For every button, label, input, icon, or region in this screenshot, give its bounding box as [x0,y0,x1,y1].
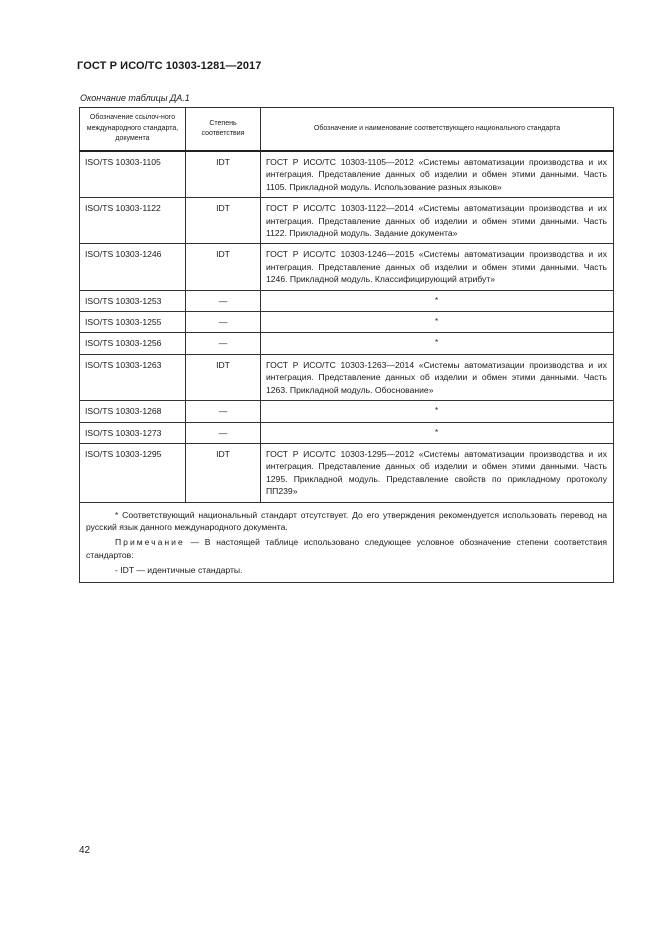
degree-cell: — [186,333,261,354]
degree-cell: — [186,401,261,422]
ref-cell: ISO/TS 10303-1253 [80,290,186,311]
table-row [80,422,614,443]
table-row [80,354,614,400]
page-number: 42 [79,845,91,856]
note-paragraph [86,536,607,561]
ref-cell: ISO/TS 10303-1295 [80,443,186,502]
document-title: ГОСТ Р ИСО/ТС 10303-1281—2017 [77,60,262,72]
degree-cell: IDT [186,151,261,198]
national-cell: * [261,312,614,333]
ref-cell: ISO/TS 10303-1255 [80,312,186,333]
table-row [80,290,614,311]
table-row [80,443,614,502]
note-text: — В настоящей таблице использовано следующее условное обозначение степени соответствия стандартов: [86,537,608,560]
national-cell: * [261,422,614,443]
table-row [80,151,614,198]
degree-cell: IDT [186,198,261,244]
ref-cell: ISO/TS 10303-1273 [80,422,186,443]
national-cell: ГОСТ Р ИСО/ТС 10303-1263—2014 «Системы автоматизации производства и их интеграция. Представление данных об изделии и обмен этими данными. Часть 1263. Прикладной модуль. Обоснование» [261,354,614,400]
note-item: - IDT — идентичные стандарты. [115,565,243,576]
degree-cell: — [186,312,261,333]
ref-cell: ISO/TS 10303-1268 [80,401,186,422]
ref-cell: ISO/TS 10303-1122 [80,198,186,244]
national-cell: ГОСТ Р ИСО/ТС 10303-1295—2012 «Системы автоматизации производства и их интеграция. Представление данных об изделии и обмен этими данными. Часть 1295. Прикладной модуль. Представление свойств по прикладному протоколу ПП239» [261,443,614,502]
header-ref: Обозначение ссылоч-ного международного стандарта, документа [80,108,186,152]
header-national: Обозначение и наименование соответствующего национального стандарта [261,108,614,152]
table-caption: Окончание таблицы ДА.1 [80,93,190,103]
national-cell: ГОСТ Р ИСО/ТС 10303-1246—2015 «Системы автоматизации производства и их интеграция. Представление данных об изделии и обмен этими данными. Часть 1246. Прикладной модуль. Классифицирующий атрибут» [261,244,614,290]
notes-cell [80,502,614,582]
national-cell: * [261,401,614,422]
table-row [80,312,614,333]
degree-cell: — [186,422,261,443]
table-row [80,198,614,244]
degree-cell: IDT [186,354,261,400]
ref-cell: ISO/TS 10303-1263 [80,354,186,400]
degree-cell: IDT [186,443,261,502]
table-row [80,401,614,422]
footnote: * Соответствующий национальный стандарт отсутствует. До его утверждения рекомендуется использовать перевод на русский язык данного международного документа. [86,509,607,532]
degree-cell: IDT [186,244,261,290]
national-cell: * [261,333,614,354]
header-degree: Степень соответствия [186,108,261,152]
degree-cell: — [186,290,261,311]
ref-cell: ISO/TS 10303-1256 [80,333,186,354]
national-cell: ГОСТ Р ИСО/ТС 10303-1122—2014 «Системы автоматизации производства и их интеграция. Представление данных об изделии и обмен этими данными. Часть 1122. Прикладной модуль. Задание документа» [261,198,614,244]
table-row [80,333,614,354]
table-row [80,244,614,290]
notes-row [80,502,614,582]
table-header-row [80,108,614,152]
standards-table [79,107,614,583]
ref-cell: ISO/TS 10303-1105 [80,151,186,198]
ref-cell: ISO/TS 10303-1246 [80,244,186,290]
national-cell: * [261,290,614,311]
national-cell: ГОСТ Р ИСО/ТС 10303-1105—2012 «Системы автоматизации производства и их интеграция. Представление данных об изделии и обмен этими данными. Часть 1105. Прикладной модуль. Использование разных языков» [261,151,614,198]
note-label: Примечание [115,537,185,548]
